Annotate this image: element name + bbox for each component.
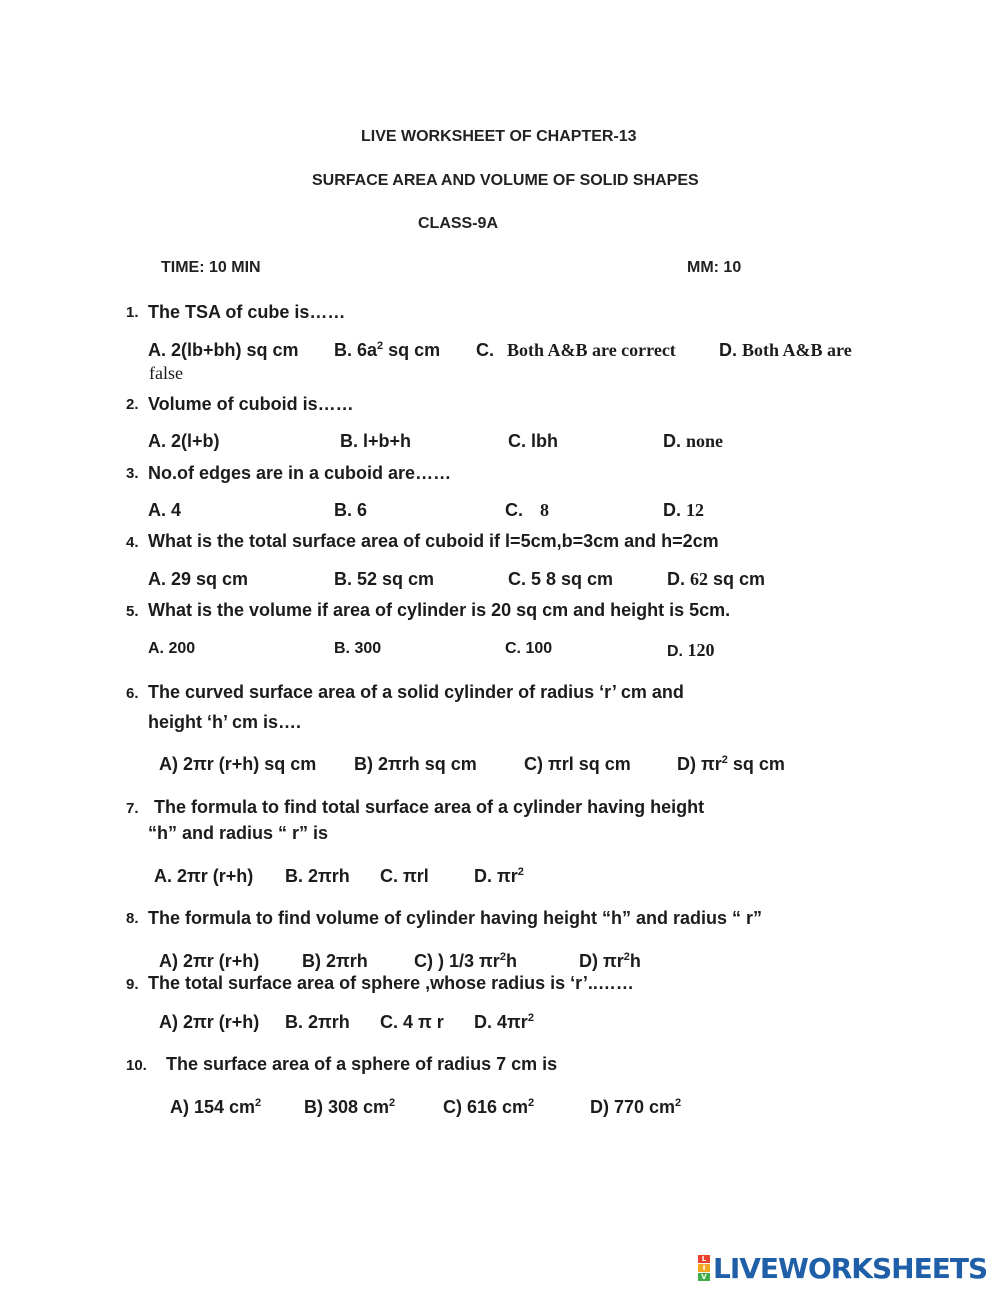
option-c[interactable] [505,500,549,521]
question-text: The curved surface area of a solid cylinder of radius ‘r’ cm and [148,682,684,702]
option-b[interactable]: B) 2πrh [302,951,368,971]
question-text: Volume of cuboid is…… [148,394,354,414]
question-number: 5. [126,603,139,620]
option-c-base: C) 616 cm [443,1097,529,1117]
question-text: What is the volume if area of cylinder is 20 sq cm and height is 5cm. [148,600,731,620]
exponent: 2 [517,866,524,878]
option-d[interactable] [663,500,704,521]
option-c[interactable]: C. 100 [505,640,553,657]
logo-text: LIVEWORKSHEETS [713,1252,988,1285]
option-d-value: 62 [690,569,709,589]
class-label: CLASS-9A [418,215,499,232]
option-a[interactable]: A) 2πr (r+h) [159,951,260,971]
question-number: 6. [126,685,139,702]
option-d-unit: sq cm [727,754,785,774]
option-c[interactable] [414,951,517,972]
option-a[interactable]: A) 2πr (r+h) sq cm [159,754,317,774]
question-number: 2. [126,396,139,413]
question-text: What is the total surface area of cuboid if l=5cm,b=3cm and h=2cm [148,531,719,551]
option-d[interactable] [667,640,714,661]
option-d-key: D. [667,643,683,660]
question-text: The surface area of a sphere of radius 7 cm is [166,1054,558,1074]
max-marks-label: MM: 10 [687,259,742,276]
option-d[interactable] [667,569,765,590]
option-b[interactable]: B) 2πrh sq cm [354,754,477,774]
option-c-tail: h [505,951,517,971]
logo-block: I [698,1264,710,1272]
option-a[interactable]: A. 2(l+b) [148,431,220,451]
option-a[interactable]: A. 2πr (r+h) [154,866,254,886]
exponent: 2 [499,951,506,963]
question-number: 8. [126,910,139,927]
logo-blocks-icon [698,1255,710,1282]
option-d-unit: sq cm [713,569,766,589]
option-d-base: D) 770 cm [590,1097,676,1117]
question-number: 10. [126,1057,147,1074]
question-text-line2: “h” and radius “ r” is [148,823,329,843]
option-c[interactable]: C. 4 π r [380,1012,444,1032]
question-number: 4. [126,534,139,551]
option-c[interactable] [443,1097,534,1118]
option-c[interactable]: C. 5 8 sq cm [508,569,614,589]
question-text: The formula to find total surface area of a cylinder having height [154,797,705,817]
option-d[interactable] [579,951,641,972]
worksheet-subtitle: SURFACE AREA AND VOLUME OF SOLID SHAPES [312,172,699,189]
logo-block: V [698,1273,710,1281]
option-a[interactable]: A. 4 [148,500,182,520]
exponent: 2 [721,754,728,766]
option-d-base: D. πr [474,866,518,886]
question-text-line2: height ‘h’ cm is…. [148,712,302,732]
liveworksheets-logo [698,1252,987,1285]
option-d-base: D) πr [677,754,722,774]
exponent: 2 [675,1097,682,1109]
option-b[interactable]: B. 300 [334,640,382,657]
option-a[interactable] [170,1097,261,1118]
option-d-key: D. [663,431,681,451]
option-c[interactable] [476,340,676,361]
option-d[interactable] [677,754,785,775]
question-number: 3. [126,465,139,482]
option-b[interactable]: B. 2πrh [285,866,350,886]
logo-block: L [698,1255,710,1263]
option-c[interactable]: C. lbh [508,431,558,451]
option-a[interactable]: A. 200 [148,640,196,657]
exponent: 2 [389,1097,396,1109]
option-b[interactable]: B. 6 [334,500,368,520]
time-label: TIME: 10 MIN [161,259,261,276]
option-d-value: none [686,431,724,451]
option-d-value: 12 [686,500,705,520]
exponent: 2 [623,951,630,963]
question-text: The TSA of cube is…… [148,302,346,322]
option-c-value: Both A&B are correct [507,340,676,360]
question-text: The formula to find volume of cylinder having height “h” and radius “ r” [148,908,763,928]
option-c-key: C. [505,500,523,520]
option-b-unit: sq cm [383,340,441,360]
exponent: 2 [377,340,384,352]
option-d[interactable] [474,866,524,887]
option-b[interactable]: B. 52 sq cm [334,569,435,589]
option-d[interactable] [663,431,723,452]
exponent: 2 [528,1097,535,1109]
question-number: 1. [126,304,139,321]
option-d-key: D. [663,500,681,520]
option-d-key: D. [719,340,737,360]
option-c-base: C) ) 1/3 πr [414,951,500,971]
option-c-value: 8 [540,500,550,520]
option-d-base: D) πr [579,951,624,971]
option-d-tail: h [629,951,641,971]
option-b-base: B) 308 cm [304,1097,390,1117]
option-b-base: B. 6a [334,340,378,360]
option-d-base: D. 4πr [474,1012,528,1032]
question-number: 9. [126,976,139,993]
option-b[interactable] [304,1097,395,1118]
option-a[interactable]: A. 2(lb+bh) sq cm [148,340,299,360]
question-text: No.of edges are in a cuboid are…… [148,463,452,483]
option-d[interactable] [719,340,852,361]
question-text: The total surface area of sphere ,whose radius is ‘r’..…… [148,973,634,993]
option-a[interactable]: A. 29 sq cm [148,569,249,589]
option-c-key: C. [476,340,494,360]
option-c[interactable]: C. πrl [380,866,429,886]
exponent: 2 [527,1012,534,1024]
option-d-continuation: false [149,363,183,383]
option-b[interactable]: B. 2πrh [285,1012,350,1032]
worksheet-title: LIVE WORKSHEET OF CHAPTER-13 [361,128,637,145]
option-d-value: Both A&B are [742,340,852,360]
option-d[interactable] [590,1097,681,1118]
option-c[interactable]: C) πrl sq cm [524,754,631,774]
option-b[interactable]: B. l+b+h [340,431,412,451]
option-d-key: D. [667,569,685,589]
option-a[interactable]: A) 2πr (r+h) [159,1012,260,1032]
option-b[interactable] [334,340,440,361]
option-a-base: A) 154 cm [170,1097,256,1117]
exponent: 2 [255,1097,262,1109]
question-number: 7. [126,800,139,817]
option-d-value: 120 [687,640,715,660]
option-d[interactable] [474,1012,534,1033]
